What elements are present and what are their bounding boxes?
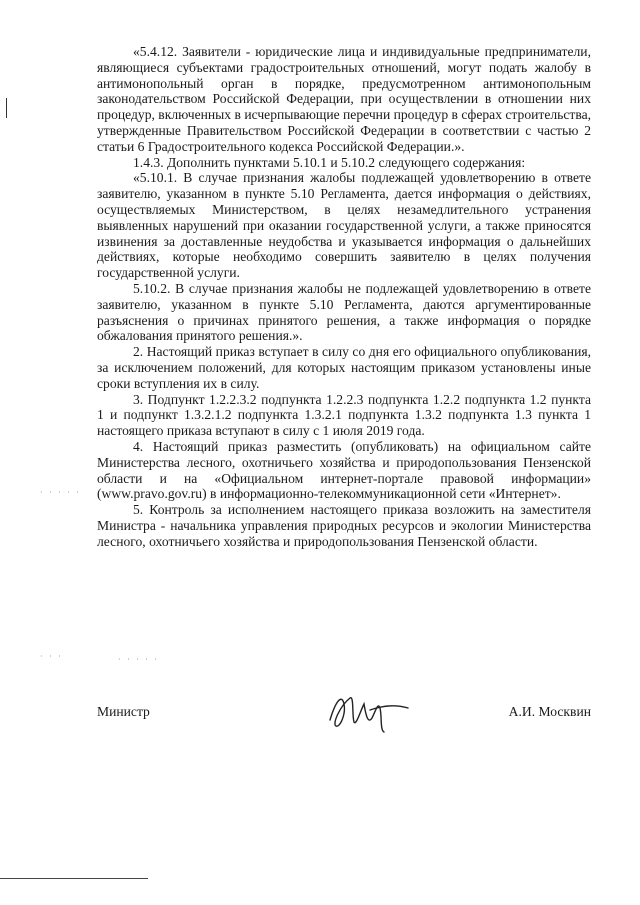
- signature-block: [97, 690, 591, 740]
- paragraph-5-10-1: «5.10.1. В случае признания жалобы подлежащей удовлетворению в ответе заявителю, указанном в пункте 5.10 Регламента, дается информация о действиях, осуществляемых Министерством, в целях незамедлительного устранения выявленных нарушений при оказании государственной услуги, а также приносятся извинения за доставленные неудобства и указывается информация о дальнейших действиях, которые необходимо совершить заявителю в целях получения государственной услуги.: [97, 170, 591, 281]
- margin-mark: [6, 98, 7, 118]
- paragraph-4: 4. Настоящий приказ разместить (опубликовать) на официальном сайте Министерства лесного, охотничьего хозяйства и природопользования Пензенской области и на «Официальном интернет-портале правовой информации» (www.pravo.gov.ru) в информационно-телекоммуникационной сети «Интернет».: [97, 438, 591, 502]
- scan-speckle: · · ·: [40, 652, 63, 661]
- footer-divider: [0, 878, 148, 879]
- scan-speckle: · · · · ·: [40, 488, 81, 497]
- scan-speckle: · · · · ·: [118, 655, 159, 664]
- signatory-name: А.И. Москвин: [508, 704, 591, 719]
- paragraph-3: 3. Подпункт 1.2.2.3.2 подпункта 1.2.2.3 подпункта 1.2.2 подпункта 1.2 пункта 1 и подпункт 1.3.2.1.2 подпункта 1.3.2.1 подпункта 1.3.2 подпункта 1.3 пункта 1 настоящего приказа вступают в силу с 1 июля 2019 года.: [97, 391, 591, 439]
- paragraph-5: 5. Контроль за исполнением настоящего приказа возложить на заместителя Министра - начальника управления природных ресурсов и экологии Министерства лесного, охотничьего хозяйства и природопользования Пензенской области.: [97, 502, 591, 549]
- paragraph-2: 2. Настоящий приказ вступает в силу со дня его официального опубликования, за исключением положений, для которых настоящим приказом установлены иные сроки вступления их в силу.: [97, 344, 591, 391]
- paragraph-1-4-3: 1.4.3. Дополнить пунктами 5.10.1 и 5.10.2 следующего содержания:: [133, 154, 526, 170]
- document-body: [97, 44, 591, 550]
- signatory-title: Министр: [97, 704, 150, 719]
- paragraph-5-10-2: 5.10.2. В случае признания жалобы не подлежащей удовлетворению в ответе заявителю, указанном в пункте 5.10 Регламента, даются аргументированные разъяснения о причинах принятого решения, а также информация о порядке обжалования принятого решения.».: [97, 280, 591, 344]
- paragraph-5-4-12: «5.4.12. Заявители - юридические лица и индивидуальные предприниматели, являющиеся субъектами градостроительных отношений, могут подать жалобу в антимонопольный орган в порядке, предусмотренном антимонопольным законодательством Российской Федерации, при осуществлении в отношении них процедур, включенных в исчерпывающие перечни процедур в сферах строительства, утвержденные Правительством Российской Федерации в соответствии с частью 2 статьи 6 Градостроительного кодекса Российской Федерации.».: [97, 44, 592, 154]
- handwritten-signature: [322, 690, 412, 736]
